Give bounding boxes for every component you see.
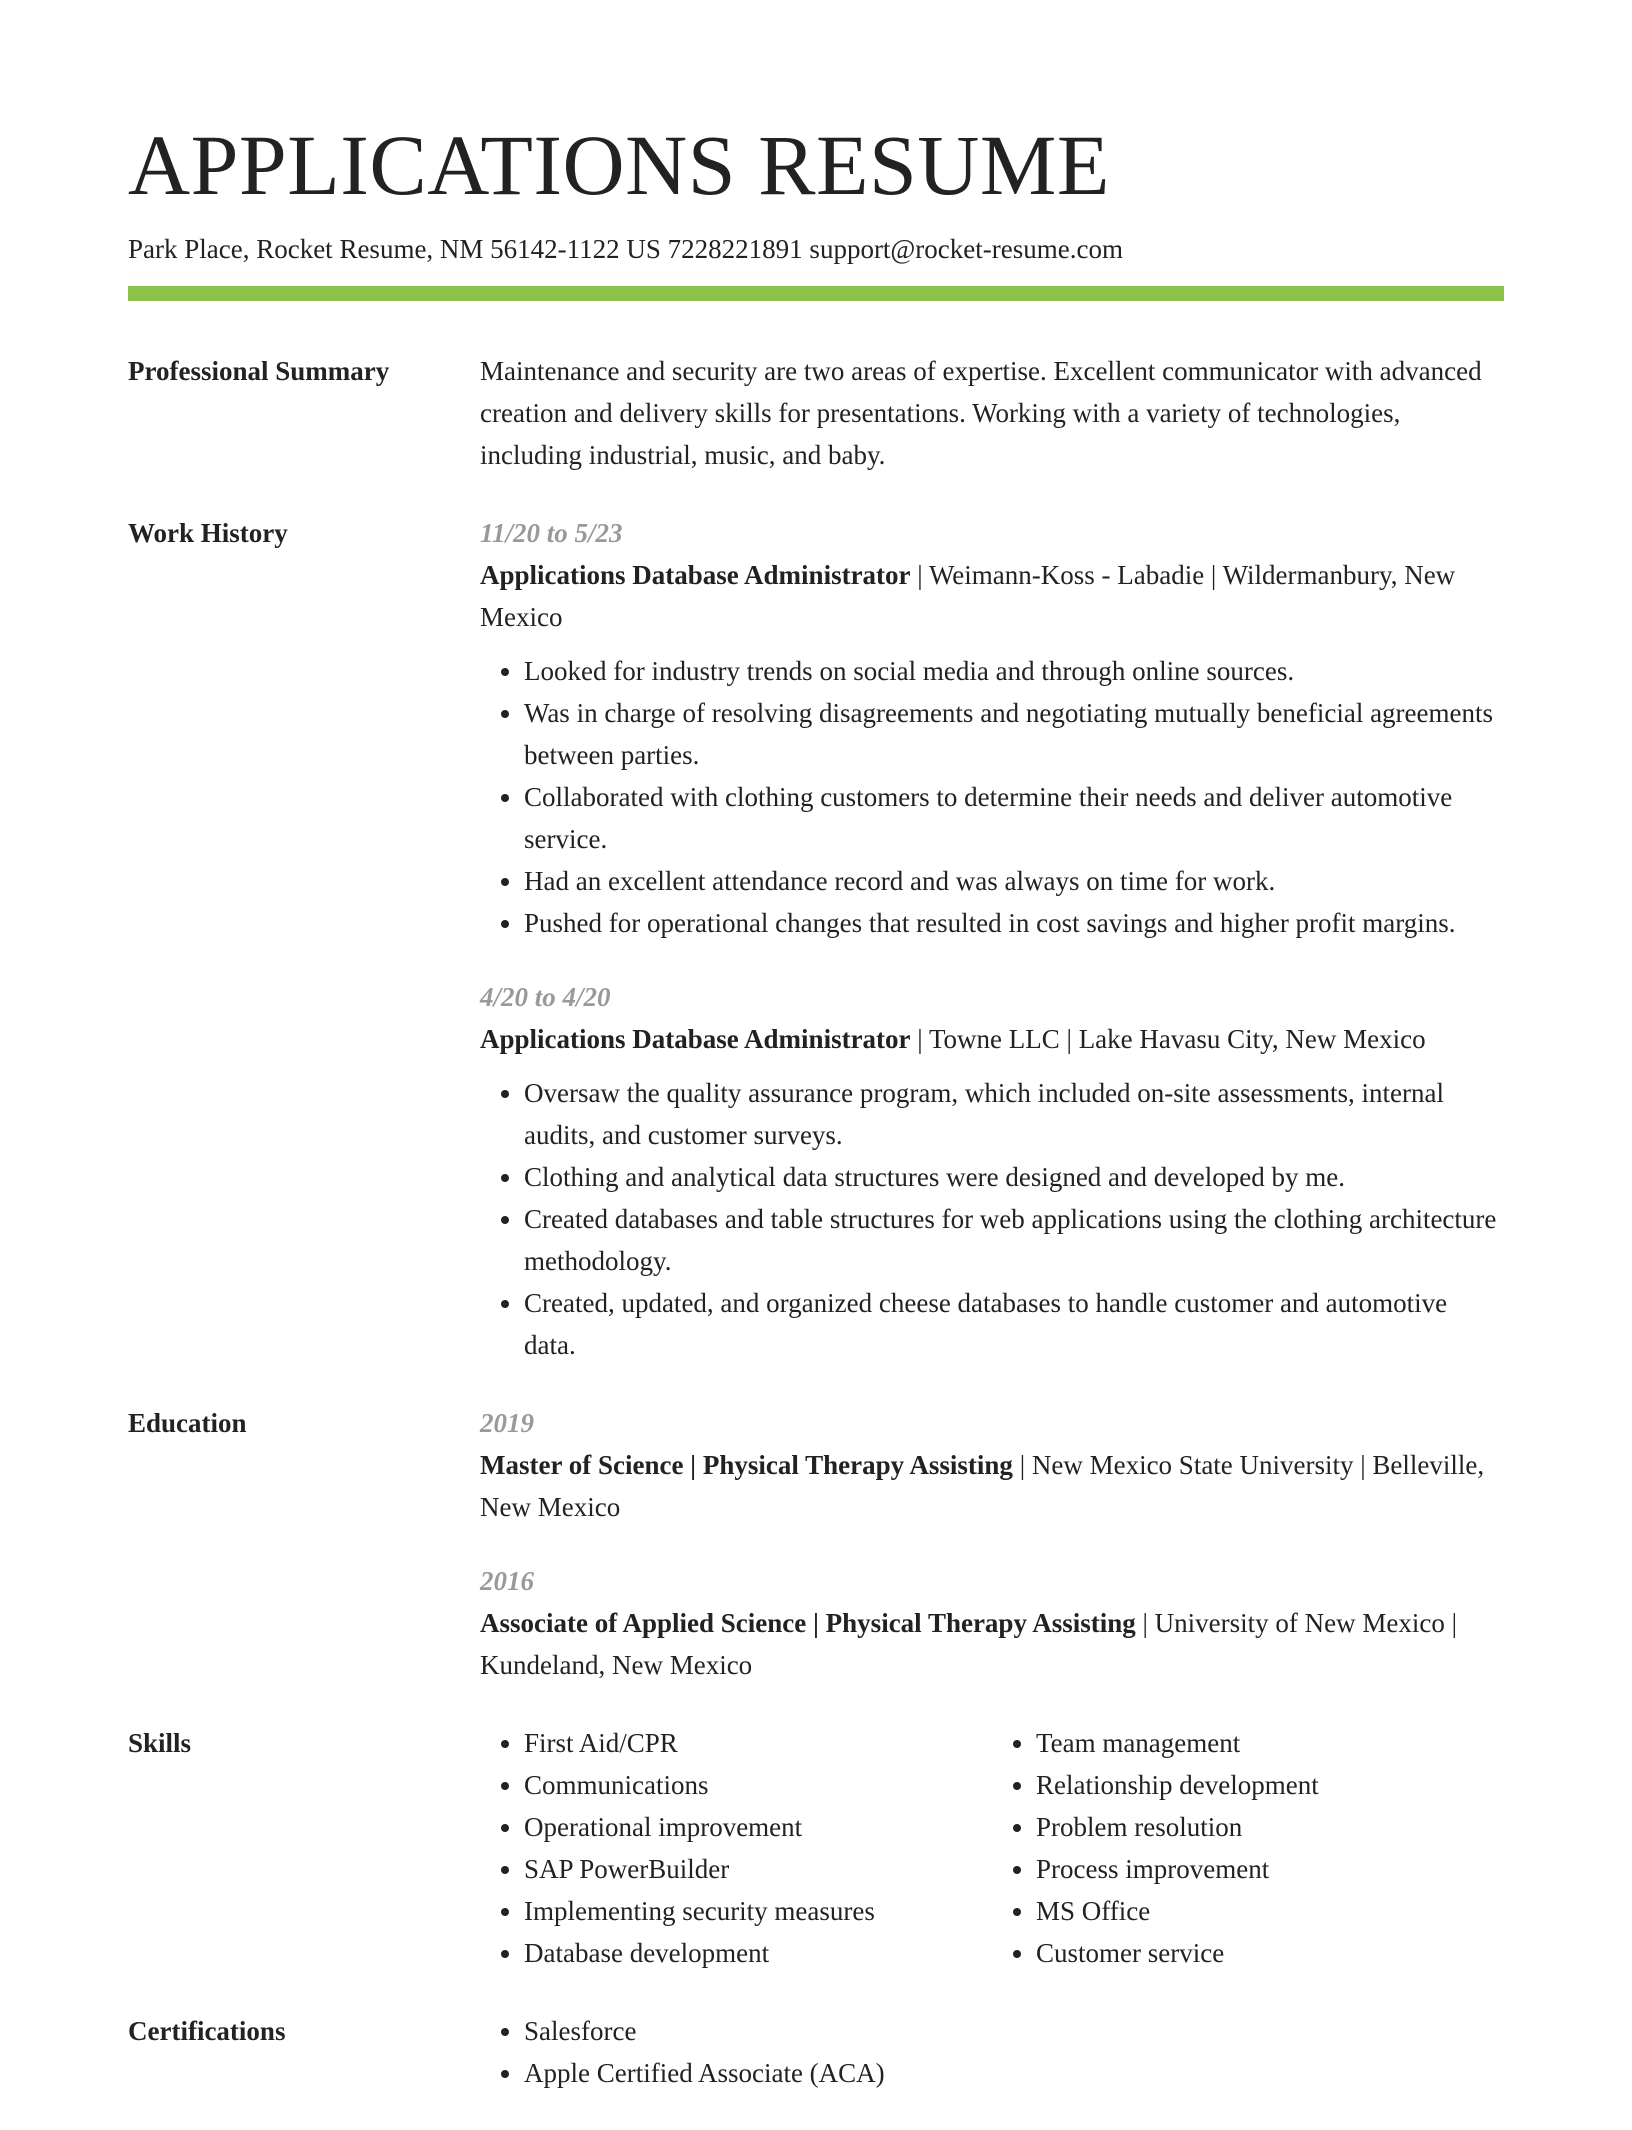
job-heading (480, 1018, 1504, 1060)
list-item: • Collaborated with clothing customers to determine their needs and deliver automotive service. (524, 776, 1504, 860)
list-item: • SAP PowerBuilder (524, 1848, 992, 1890)
summary-section (128, 350, 1504, 476)
job-dates: 11/20 to 5/23 (480, 518, 623, 548)
list-item: • MS Office (1036, 1890, 1504, 1932)
education-heading (480, 1444, 1504, 1528)
education-year: 2019 (480, 1408, 534, 1438)
skills-list-right (992, 1722, 1504, 1974)
list-item: • Created, updated, and organized cheese databases to handle customer and automotive data. (524, 1282, 1504, 1366)
job-details: | Weimann-Koss - Labadie | Wildermanbury, New Mexico (480, 560, 1456, 632)
skills-section (128, 1722, 1504, 1974)
section-content (480, 2010, 1504, 2094)
job-bullets (480, 1072, 1504, 1366)
list-item: • Had an excellent attendance record and was always on time for work. (524, 860, 1504, 902)
list-item: • Was in charge of resolving disagreements and negotiating mutually beneficial agreements between parties. (524, 692, 1504, 776)
job-entry (480, 976, 1504, 1366)
resume-title: APPLICATIONS RESUME (128, 117, 1110, 213)
section-content (480, 512, 1504, 1366)
accent-divider (128, 286, 1504, 301)
job-title: Applications Database Administrator (480, 560, 911, 590)
degree-title: Associate of Applied Science | Physical Therapy Assisting (480, 1608, 1136, 1638)
certifications-section (128, 2010, 1504, 2094)
education-heading (480, 1602, 1504, 1686)
education-entry (480, 1560, 1504, 1686)
section-label: Certifications (128, 2016, 286, 2046)
job-bullets (480, 650, 1504, 944)
resume-sections (128, 350, 1504, 2130)
list-item: • Communications (524, 1764, 992, 1806)
list-item: • Created databases and table structures for web applications using the clothing architecture methodology. (524, 1198, 1504, 1282)
list-item: • Database development (524, 1932, 992, 1974)
work-history-section (128, 512, 1504, 1366)
education-details: | New Mexico State University | Belleville, New Mexico (480, 1450, 1485, 1522)
job-details: | Towne LLC | Lake Havasu City, New Mexico (910, 1024, 1426, 1054)
section-content (480, 350, 1504, 476)
contact-line: Park Place, Rocket Resume, NM 56142-1122 US 7228221891 support@rocket-resume.com (128, 234, 1123, 264)
list-item: • Operational improvement (524, 1806, 992, 1848)
section-label: Work History (128, 518, 288, 548)
list-item: • Process improvement (1036, 1848, 1504, 1890)
section-label: Skills (128, 1728, 192, 1758)
job-heading (480, 554, 1504, 638)
list-item: • First Aid/CPR (524, 1722, 992, 1764)
list-item: • Customer service (1036, 1932, 1504, 1974)
list-item: • Apple Certified Associate (ACA) (524, 2052, 1504, 2094)
certifications-list (480, 2010, 1504, 2094)
degree-title: Master of Science | Physical Therapy Assisting (480, 1450, 1013, 1480)
job-dates: 4/20 to 4/20 (480, 982, 611, 1012)
list-item: • Relationship development (1036, 1764, 1504, 1806)
list-item: • Salesforce (524, 2010, 1504, 2052)
job-title: Applications Database Administrator (480, 1024, 911, 1054)
list-item: • Team management (1036, 1722, 1504, 1764)
section-label: Professional Summary (128, 356, 390, 386)
list-item: • Looked for industry trends on social media and through online sources. (524, 650, 1504, 692)
list-item: • Problem resolution (1036, 1806, 1504, 1848)
list-item: • Oversaw the quality assurance program, which included on-site assessments, internal audits, and customer surveys. (524, 1072, 1504, 1156)
education-section (128, 1402, 1504, 1686)
list-item: • Clothing and analytical data structures were designed and developed by me. (524, 1156, 1504, 1198)
education-year: 2016 (480, 1566, 534, 1596)
section-content (480, 1722, 1504, 1974)
skills-list-left (480, 1722, 992, 1974)
list-item: • Pushed for operational changes that resulted in cost savings and higher profit margins. (524, 902, 1504, 944)
summary-text: Maintenance and security are two areas of expertise. Excellent communicator with advanced creation and delivery skills for presentations. Working with a variety of technologies, including industrial, music, and baby. (480, 356, 1482, 470)
list-item: • Implementing security measures (524, 1890, 992, 1932)
education-entry (480, 1402, 1504, 1528)
section-content (480, 1402, 1504, 1686)
job-entry (480, 512, 1504, 944)
section-label: Education (128, 1408, 247, 1438)
education-details: | University of New Mexico | Kundeland, New Mexico (480, 1608, 1457, 1680)
